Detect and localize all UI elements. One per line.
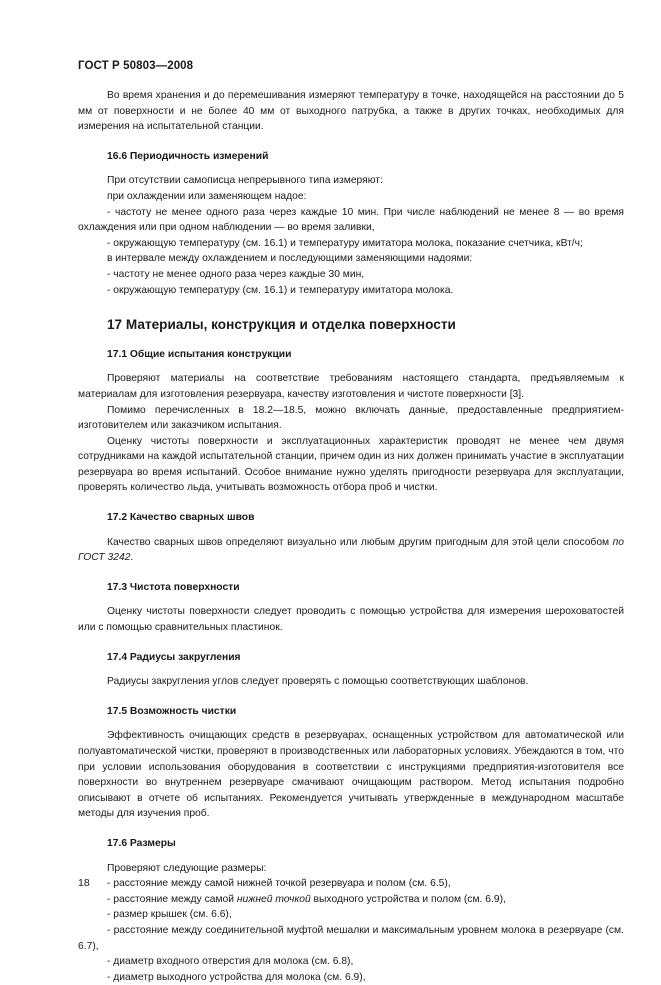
s17-6-item-5: - диаметр входного отверстия для молока (см. 6.8), <box>107 956 354 968</box>
s17-1-para-3: Оценку чистоты поверхности и эксплуатационных характеристик проводят не менее чем двумя сотрудниками на каждой испытательной станции, причем один из них должен принимать участие в эксплуатации резервуара во время испытаний. Особое внимание нужно уделять пригодности резервуара для эксплуатации, проверять количество льда, учитывать возможность отбора проб и чистки. <box>78 435 624 494</box>
s16-6-line-7: - окружающую температуру (см. 16.1) и температуру имитатора молока. <box>107 284 454 296</box>
s17-6-intro: Проверяют следующие размеры: <box>107 862 267 874</box>
s17-2-para-1 <box>78 535 624 566</box>
intro-paragraph: Во время хранения и до перемешивания измеряют температуру в точке, находящейся на расстоянии до 5 мм от поверхности и не более 40 мм от выходного патрубка, а также в других точках, необходимых для измерения на испытательной станции. <box>78 90 624 133</box>
section-17-6-heading: 17.6 Размеры <box>107 837 176 849</box>
gost-reference: по ГОСТ 3242 <box>78 536 624 564</box>
page-number: 18 <box>78 877 90 889</box>
s17-1-para-1: Проверяют материалы на соответствие требованиям настоящего стандарта, предъявляемым к материалам для изготовления резервуара, качеству изготовления и чистоте поверхности [3]. <box>78 373 624 400</box>
section-17-2-heading: 17.2 Качество сварных швов <box>107 512 255 524</box>
s17-6-item-2-italic: нижней точкой <box>236 893 311 905</box>
s16-6-line-6: - частоту не менее одного раза через каждые 30 мин, <box>107 268 365 280</box>
section-17-heading: 17 Материалы, конструкция и отделка поверхности <box>107 317 456 333</box>
s17-3-para-1: Оценку чистоты поверхности следует проводить с помощью устройства для измерения шероховатостей или с помощью сравнительных пластинок. <box>78 606 624 634</box>
s17-6-item-4: - расстояние между соединительной муфтой мешалки и максимальным уровнем молока в резервуаре (см. 6.7), <box>78 924 624 952</box>
s17-1-para-2: Помимо перечисленных в 18.2—18.5, можно включать данные, предоставленные предприятием-изготовителем или заказчиком испытания. <box>78 404 624 432</box>
s17-6-item-2 <box>78 892 624 908</box>
s17-4-para-1: Радиусы закругления углов следует проверять с помощью соответствующих шаблонов. <box>107 676 529 688</box>
s17-6-item-2-b: выходного устройства и полом (см. 6.9), <box>310 893 506 905</box>
s17-5-para-1: Эффективность очищающих средств в резервуарах, оснащенных устройством для автоматической или полуавтоматической чистки, проверяют в производственных или лабораторных условиях. Убеждаются в том, что при условии использования оборудования в соответствии с инструкциями предприятия-изготовителя все поверхности во внутреннем резервуаре смачивают очищающим раствором. Метод испытания подробно описывают в отчете об испытаниях. Рекомендуется учитывать утвержденные в международном масштабе методы для изучения проб. <box>78 730 624 820</box>
s17-6-item-6: - диаметр выходного устройства для молока (см. 6.9), <box>107 971 366 983</box>
section-17-5-heading: 17.5 Возможность чистки <box>107 705 237 717</box>
s16-6-line-3: - частоту не менее одного раза через каждые 10 мин. При числе наблюдений не менее 8 — во время охлаждения или при одном наблюдении — во время заливки, <box>78 206 624 234</box>
s17-2-text: Качество сварных швов определяют визуально или любым другим пригодным для этой цели способом <box>107 536 613 548</box>
s16-6-line-2: при охлаждении или заменяющем надое: <box>107 190 307 202</box>
s16-6-line-4: - окружающую температуру (см. 16.1) и температуру имитатора молока, показание счетчика, кВт/ч; <box>107 237 583 249</box>
section-17-1-heading: 17.1 Общие испытания конструкции <box>107 348 292 360</box>
section-16-6-heading: 16.6 Периодичность измерений <box>107 150 269 162</box>
section-17-3-heading: 17.3 Чистота поверхности <box>107 581 240 593</box>
s16-6-line-5: в интервале между охлаждением и последующими заменяющими надоями: <box>107 253 473 265</box>
page-content <box>78 88 624 985</box>
s16-6-line-1: При отсутствии самописца непрерывного типа измеряют: <box>107 175 383 187</box>
document-header: ГОСТ Р 50803—2008 <box>78 60 194 72</box>
s17-2-end: . <box>130 552 134 564</box>
s17-6-item-3: - размер крышек (см. 6.6), <box>107 909 232 921</box>
section-17-4-heading: 17.4 Радиусы закругления <box>107 651 241 663</box>
s17-6-item-2-a: - расстояние между самой <box>107 893 237 905</box>
s17-6-item-1: - расстояние между самой нижней точкой резервуара и полом (см. 6.5), <box>107 878 451 890</box>
